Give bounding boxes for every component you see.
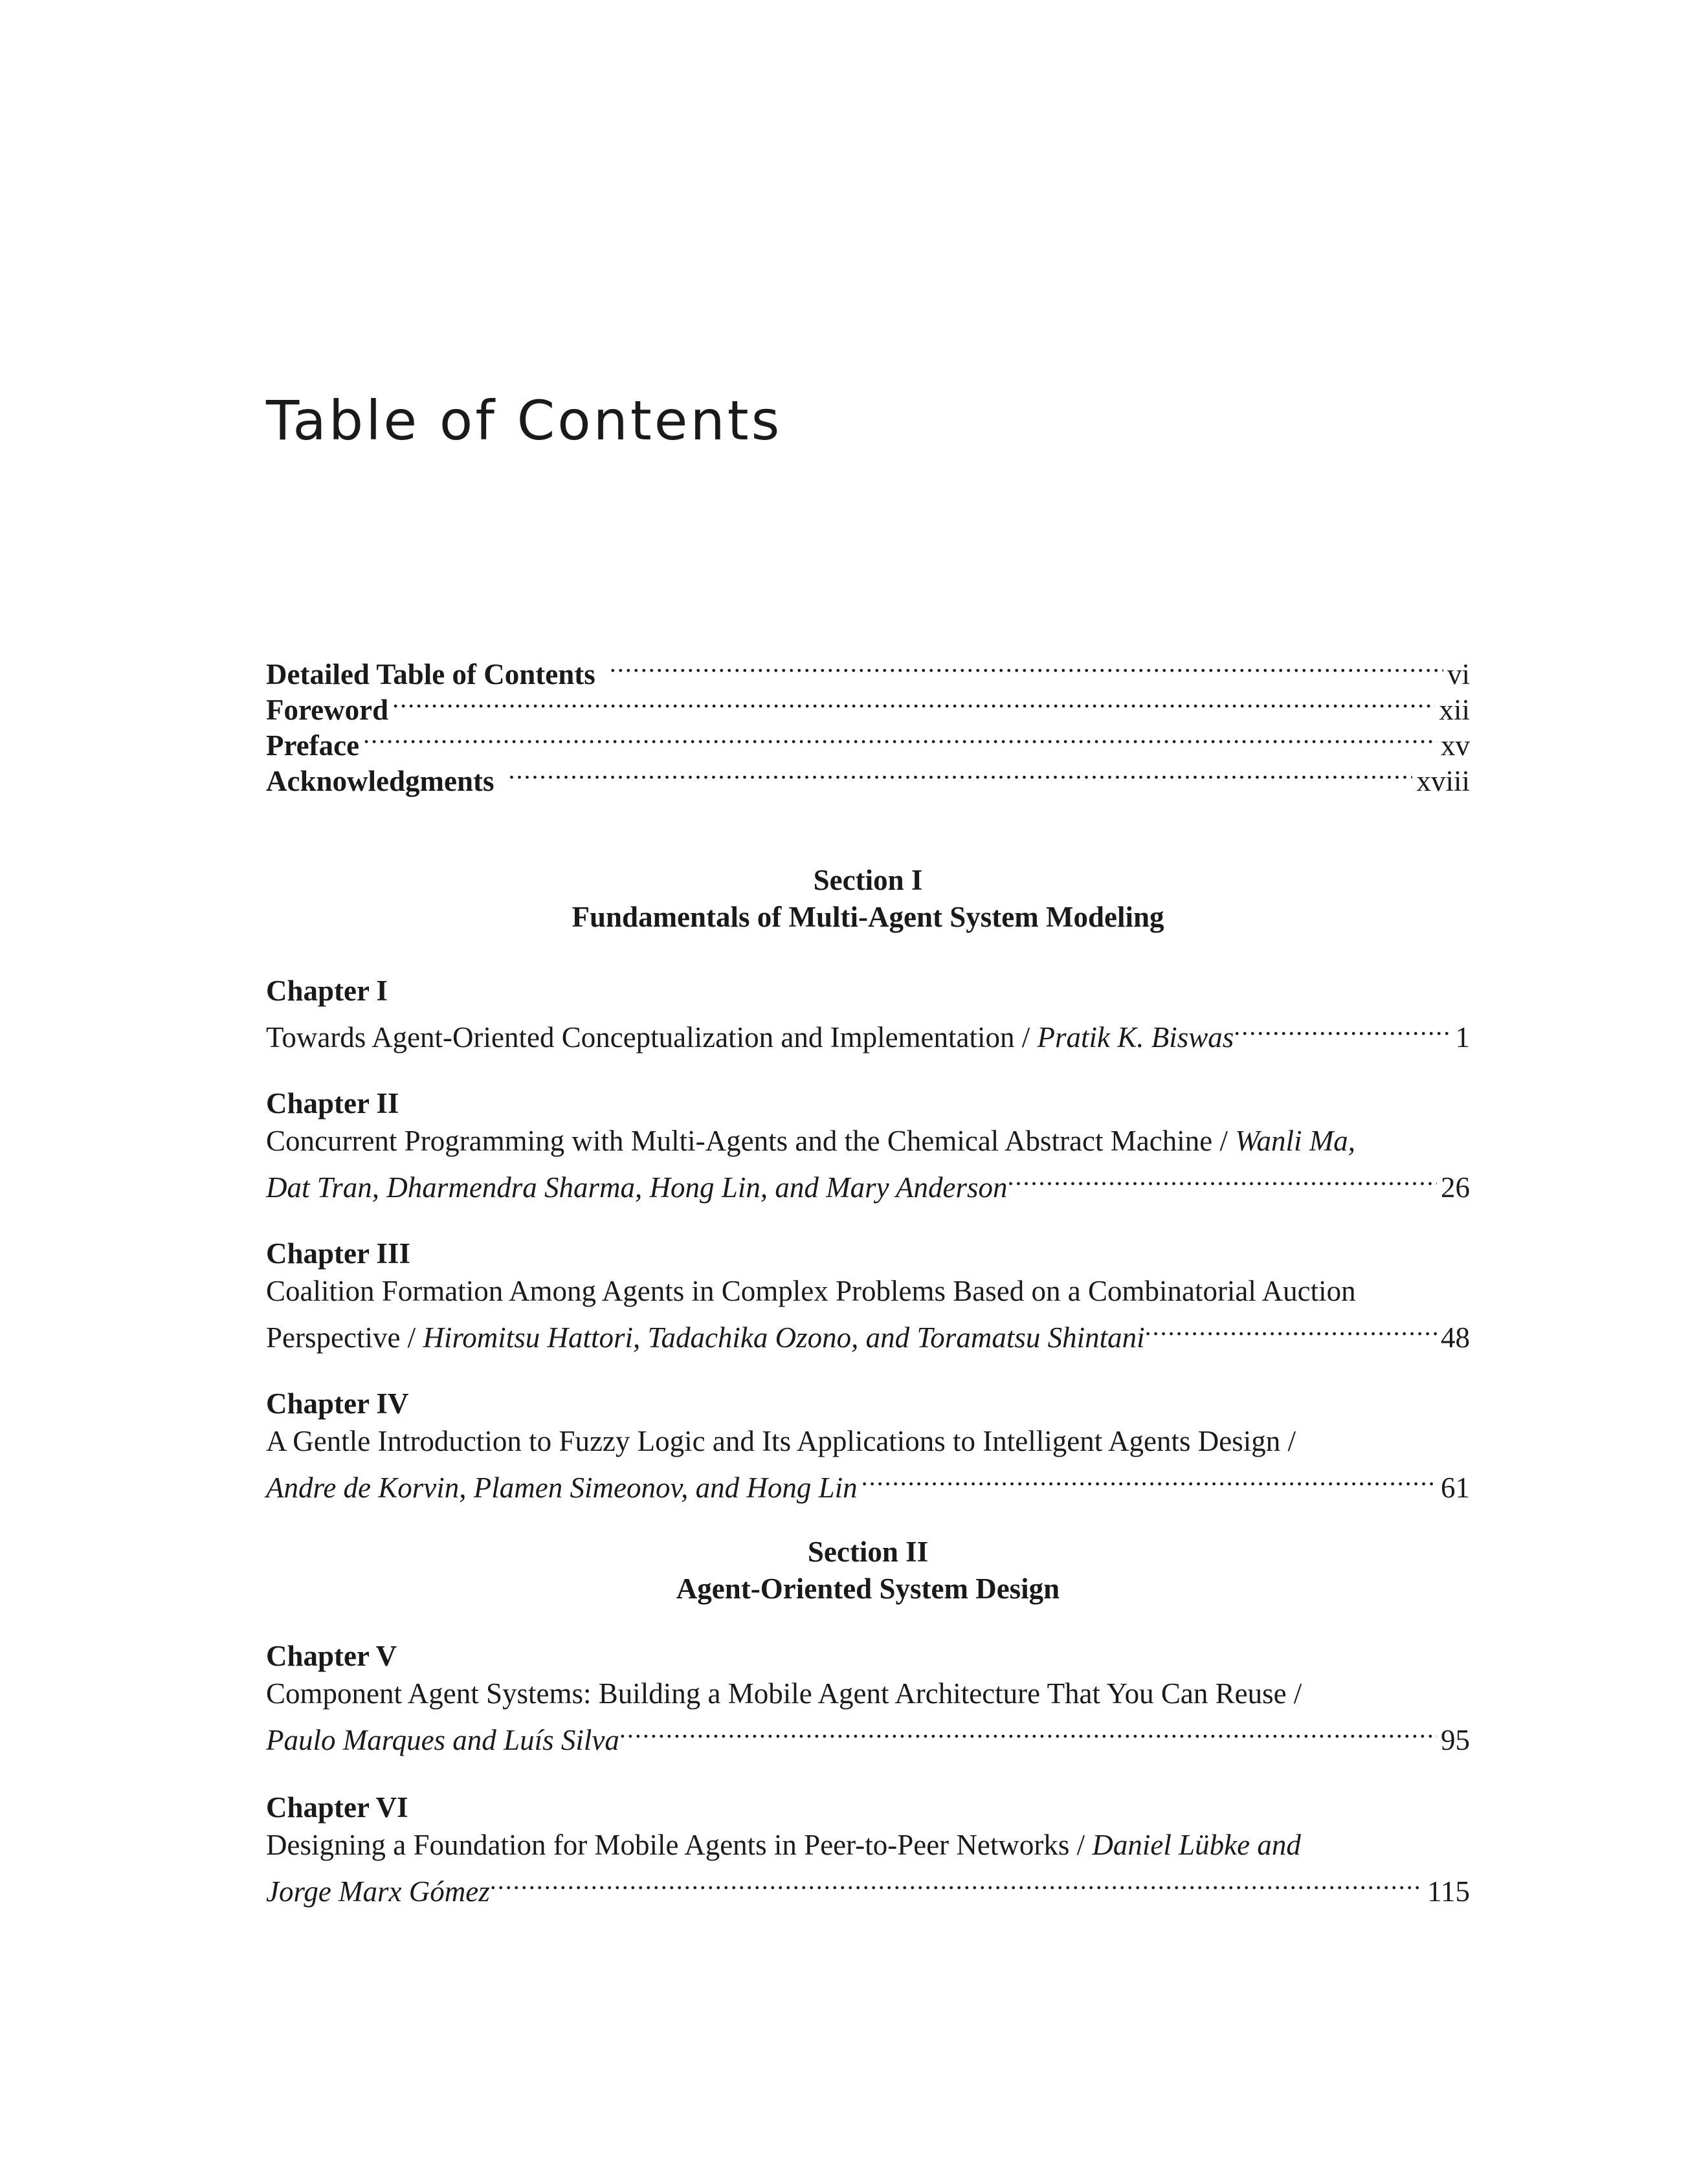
page-number: 1	[1455, 1021, 1470, 1053]
page-number: 61	[1441, 1472, 1470, 1504]
chapter-authors: Dat Tran, Dharmendra Sharma, Hong Lin, and Mary Anderson	[266, 1171, 1008, 1204]
page-number: vi	[1447, 658, 1470, 690]
dot-leader	[1145, 1310, 1437, 1347]
page-number: xii	[1439, 694, 1470, 726]
chapter-title-line	[266, 1826, 1470, 1864]
chapter-authors-line	[266, 1460, 1470, 1504]
chapter-title-line	[266, 1675, 1470, 1712]
chapter-entry-3[interactable]	[266, 1235, 1470, 1354]
chapter-label: Chapter V	[266, 1640, 397, 1672]
dot-leader	[619, 1712, 1437, 1750]
chapter-authors: Hiromitsu Hattori, Tadachika Ozono, and Toramatsu Shintani	[423, 1321, 1145, 1354]
entry-label: Acknowledgments	[266, 765, 494, 797]
chapter-entry-2[interactable]	[266, 1085, 1470, 1204]
chapter-entry-4[interactable]	[266, 1385, 1470, 1504]
page-number: 115	[1427, 1875, 1470, 1908]
section-title: Fundamentals of Multi-Agent System Modeling	[572, 901, 1164, 933]
toc-entry-foreword[interactable]	[266, 684, 1470, 726]
chapter-label: Chapter I	[266, 975, 388, 1007]
section-title: Agent-Oriented System Design	[676, 1572, 1060, 1605]
chapter-label: Chapter II	[266, 1087, 399, 1120]
chapter-title-line	[266, 1422, 1470, 1460]
chapter-title-continued: Perspective /	[266, 1321, 423, 1354]
chapter-title: Component Agent Systems: Building a Mobile Agent Architecture That You Can Reuse /	[266, 1677, 1302, 1710]
chapter-title: A Gentle Introduction to Fuzzy Logic and Its Applications to Intelligent Agents Design /	[266, 1425, 1296, 1457]
toc-entry-detailed-toc[interactable]	[266, 648, 1470, 690]
page-number: xv	[1441, 729, 1470, 762]
page-title: Table of Contents	[266, 389, 783, 452]
chapter-title: Concurrent Programming with Multi-Agents and the Chemical Abstract Machine /	[266, 1125, 1236, 1157]
chapter-title: Towards Agent-Oriented Conceptualization and Implementation /	[266, 1021, 1038, 1053]
chapter-authors-line	[266, 1864, 1470, 1908]
dot-leader	[392, 684, 1435, 720]
chapter-authors: Jorge Marx Gómez	[266, 1875, 490, 1908]
chapter-entry-5[interactable]	[266, 1637, 1470, 1756]
chapter-authors: Andre de Korvin, Plamen Simeonov, and Hong Lin	[266, 1472, 858, 1504]
chapter-title-line	[266, 1009, 1470, 1053]
entry-label: Preface	[266, 729, 360, 762]
chapter-authors-line	[266, 1712, 1470, 1756]
chapter-authors: Pratik K. Biswas	[1037, 1021, 1234, 1053]
dot-leader	[861, 1460, 1437, 1497]
chapter-label: Chapter VI	[266, 1791, 408, 1824]
chapter-title-line	[266, 1122, 1470, 1160]
entry-label: Detailed Table of Contents	[266, 658, 595, 690]
dot-leader	[490, 1864, 1423, 1901]
dot-leader	[509, 755, 1413, 791]
dot-leader	[1234, 1009, 1451, 1047]
section-heading-2	[266, 1534, 1470, 1607]
dot-leader	[610, 648, 1443, 684]
page-number: 48	[1441, 1321, 1470, 1354]
dot-leader	[1007, 1160, 1437, 1197]
page-number: 95	[1441, 1724, 1470, 1756]
section-number: Section II	[807, 1536, 929, 1568]
chapter-authors-line	[266, 1310, 1470, 1354]
chapter-label: Chapter IV	[266, 1387, 409, 1420]
chapter-label: Chapter III	[266, 1237, 410, 1270]
chapter-authors: Wanli Ma,	[1235, 1125, 1356, 1157]
page-number: 26	[1441, 1171, 1470, 1204]
section-heading-1	[266, 862, 1470, 936]
chapter-title-line	[266, 1272, 1470, 1310]
dot-leader	[363, 720, 1437, 755]
chapter-entry-1[interactable]	[266, 972, 1470, 1053]
toc-page	[266, 0, 1470, 2184]
entry-label: Foreword	[266, 694, 389, 726]
section-number: Section I	[813, 864, 923, 896]
toc-entry-acknowledgments[interactable]	[266, 755, 1470, 797]
chapter-authors: Paulo Marques and Luís Silva	[266, 1724, 619, 1756]
front-matter-list	[266, 648, 1470, 797]
page-number: xviii	[1416, 765, 1470, 797]
chapter-authors-line	[266, 1160, 1470, 1204]
chapter-title: Coalition Formation Among Agents in Complex Problems Based on a Combinatorial Auction	[266, 1275, 1356, 1307]
chapter-entry-6[interactable]	[266, 1789, 1470, 1908]
chapter-title: Designing a Foundation for Mobile Agents in Peer-to-Peer Networks /	[266, 1829, 1093, 1861]
chapter-authors: Daniel Lübke and	[1092, 1829, 1301, 1861]
toc-entry-preface[interactable]	[266, 720, 1470, 762]
